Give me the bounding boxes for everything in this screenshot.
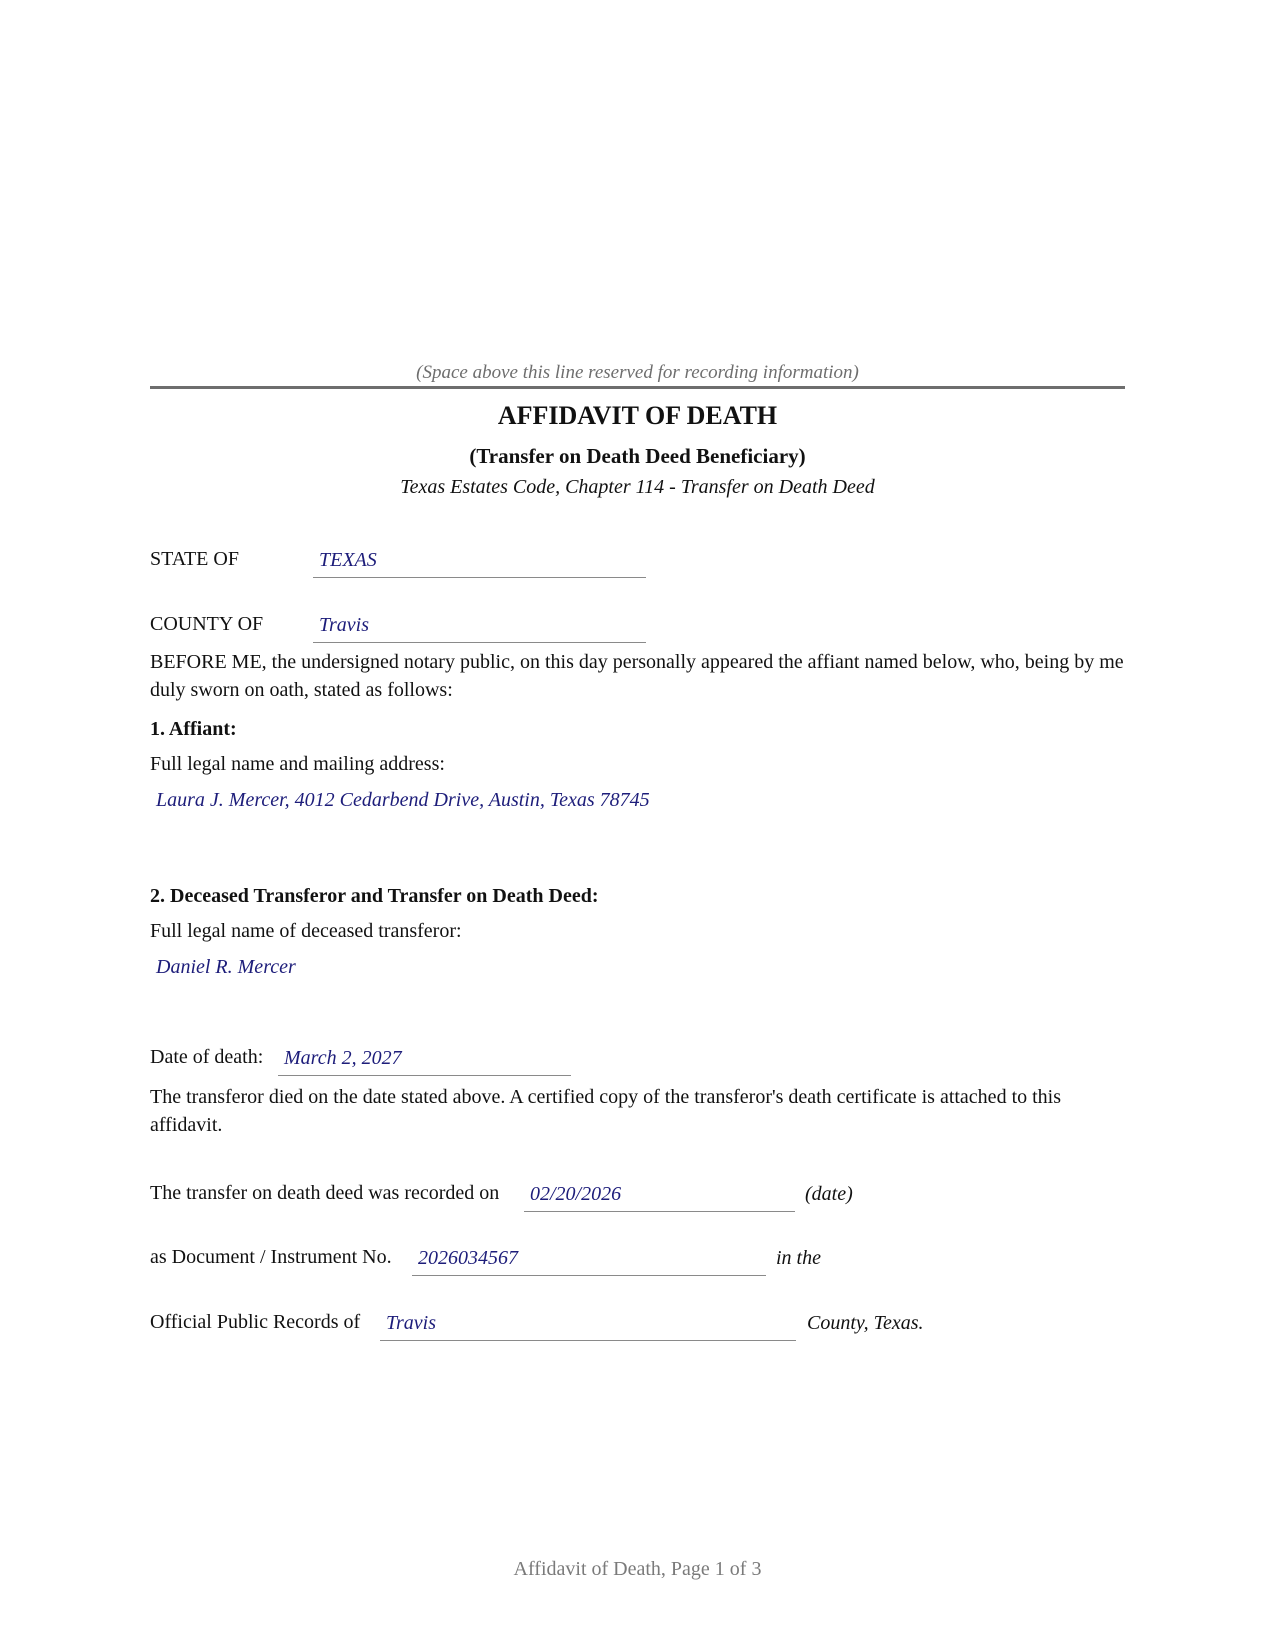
- affiant-field[interactable]: Laura J. Mercer, 4012 Cedarbend Drive, Austin, Texas 78745: [156, 789, 650, 811]
- affiant-label: Full legal name and mailing address:: [150, 753, 445, 775]
- instrument-suffix: in the: [776, 1247, 821, 1269]
- county-label: COUNTY OF: [150, 613, 264, 635]
- date-of-death-label: Date of death:: [150, 1046, 264, 1068]
- intro-paragraph: BEFORE ME, the undersigned notary public, on this day personally appeared the affiant named below, who, being by me duly sworn on oath, stated as follows:: [150, 651, 1124, 701]
- recording-space-note: (Space above this line reserved for recording information): [416, 362, 859, 383]
- records-county-field[interactable]: Travis: [380, 1311, 796, 1341]
- page-footer: Affidavit of Death, Page 1 of 3: [513, 1558, 762, 1580]
- recorded-label: The transfer on death deed was recorded on: [150, 1182, 500, 1204]
- transferor-name-label: Full legal name of deceased transferor:: [150, 920, 462, 942]
- records-county-label: Official Public Records of: [150, 1311, 361, 1333]
- instrument-number-label: as Document / Instrument No.: [150, 1246, 392, 1268]
- statute-reference: Texas Estates Code, Chapter 114 - Transfer on Death Deed: [400, 476, 875, 498]
- document-subtitle: (Transfer on Death Deed Beneficiary): [469, 444, 806, 468]
- records-county-suffix: County, Texas.: [807, 1312, 924, 1334]
- recording-divider: [150, 386, 1125, 389]
- date-of-death-field[interactable]: March 2, 2027: [278, 1046, 571, 1076]
- recorded-date-field[interactable]: 02/20/2026: [524, 1182, 795, 1212]
- state-label: STATE OF: [150, 548, 239, 570]
- document-title: AFFIDAVIT OF DEATH: [497, 401, 778, 430]
- transferor-name-field[interactable]: Daniel R. Mercer: [156, 956, 296, 978]
- death-statement: The transferor died on the date stated above. A certified copy of the transferor's death certificate is attached to this affidavit.: [150, 1086, 1062, 1136]
- section-1-heading: 1. Affiant:: [150, 718, 237, 740]
- section-2-heading: 2. Deceased Transferor and Transfer on Death Deed:: [150, 885, 599, 907]
- county-field[interactable]: Travis: [313, 613, 646, 643]
- instrument-number-field[interactable]: 2026034567: [412, 1246, 766, 1276]
- recorded-date-suffix: (date): [805, 1183, 853, 1205]
- state-field[interactable]: TEXAS: [313, 548, 646, 578]
